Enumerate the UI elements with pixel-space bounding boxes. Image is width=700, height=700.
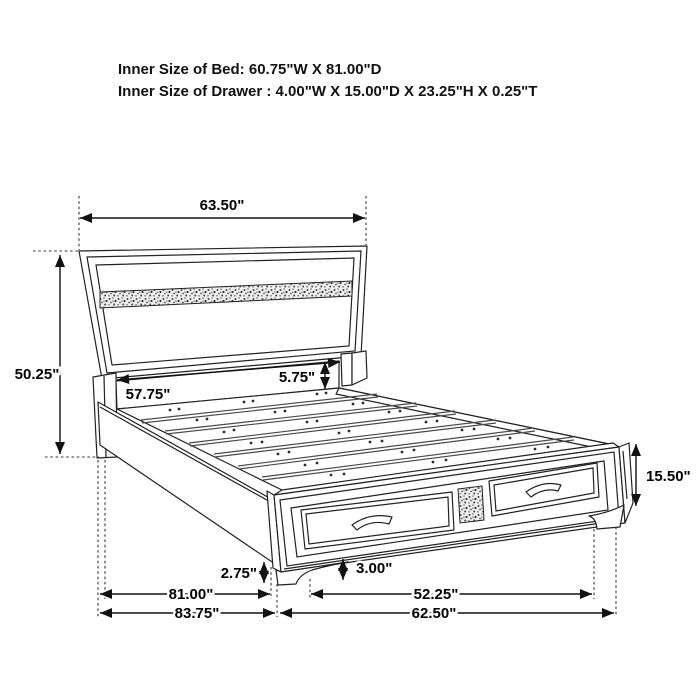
bed-drawing	[79, 246, 633, 585]
dim-label-between-feet: 52.25"	[413, 586, 459, 603]
dim-headboard-height	[15, 255, 60, 454]
headboard-right-leg	[341, 353, 352, 386]
inner-size-of-bed: Inner Size of Bed: 60.75"W X 81.00"D	[118, 61, 382, 78]
footboard-sparkle-strip	[458, 486, 484, 523]
headboard-outer-panel	[79, 246, 367, 379]
dim-label-inner-length: 81.00"	[168, 586, 214, 603]
dim-label-headboard-width: 63.50"	[199, 197, 245, 214]
dim-label-overall-length: 83.75"	[174, 605, 220, 622]
inner-size-of-drawer: Inner Size of Drawer : 4.00"W X 15.00"D X 23.25"H X 0.25"T	[118, 83, 538, 100]
dim-label-headboard-height: 50.25"	[14, 366, 60, 383]
dim-label-footboard-height: 15.50"	[646, 468, 691, 485]
dim-headboard-width	[80, 197, 365, 218]
dim-overall-length	[100, 605, 275, 622]
headboard	[79, 246, 367, 379]
dim-label-inner-width: 57.75"	[125, 386, 171, 403]
dim-label-base-height: 2.75"	[220, 565, 257, 582]
dim-label-rail-height: 5.75"	[278, 369, 316, 386]
dim-label-foot-height: 3.00"	[356, 560, 393, 577]
dim-base-height	[221, 562, 264, 583]
dim-footboard-height	[636, 444, 691, 506]
headboard-right-leg-side	[352, 351, 367, 385]
dim-between-feet	[311, 586, 592, 603]
dim-label-footboard-width: 62.50"	[411, 605, 457, 622]
dim-footboard-width	[280, 605, 614, 622]
dim-inner-length	[100, 586, 270, 603]
